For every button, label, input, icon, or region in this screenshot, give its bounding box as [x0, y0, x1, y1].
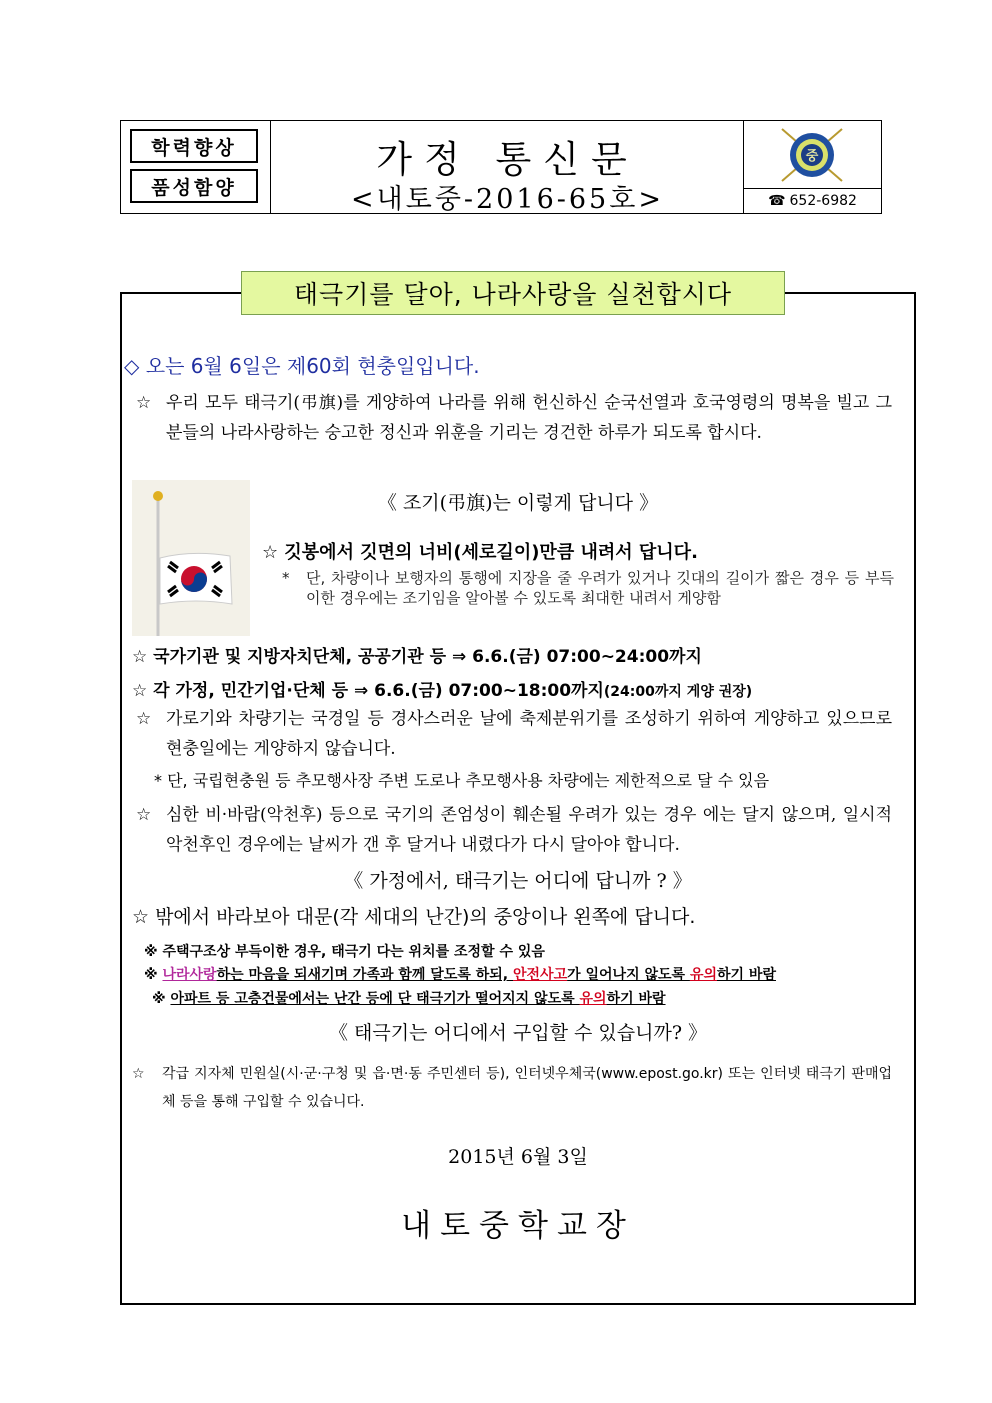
half-mast-rule: ☆ 깃봉에서 깃면의 너비(세로길이)만큼 내려서 답니다.	[262, 542, 698, 563]
warning-2-c: 안전사고	[513, 967, 568, 983]
headline-banner: 태극기를 달아, 나라사랑을 실천합시다	[241, 271, 785, 315]
star-icon: ☆	[136, 393, 152, 413]
star-icon: ☆	[136, 709, 152, 729]
schedule-item-home-recommend: (24:00까지 게양 권장)	[603, 684, 753, 700]
warning-3-a: 아파트 등 고층건물에서는 난간 등에 단 태극기가 떨어지지 않도록	[170, 991, 580, 1007]
warning-3-c: 하기 바람	[606, 991, 666, 1007]
phone-number	[744, 188, 881, 213]
star-icon: ☆	[136, 805, 152, 825]
warning-2-d: 가 일어나지 않도록	[567, 967, 690, 983]
issue-date: 2015년 6월 3일	[448, 1146, 588, 1168]
schedule-item-weather	[136, 800, 892, 860]
schedule-item-street-flags-text: 가로기와 차량기는 국경일 등 경사스러운 날에 축제분위기를 조성하기 위하여 게양하고 있으므로 현충일에는 게양하지 않습니다.	[166, 709, 892, 759]
home-warning-3	[152, 988, 666, 1008]
phone-icon: ☎	[768, 193, 786, 209]
warning-3-b: 유의	[579, 991, 607, 1007]
warning-2-e: 유의	[689, 967, 717, 983]
warning-2-a: 나라사랑	[162, 967, 217, 983]
schedule-item-home	[132, 676, 752, 701]
asterisk-mark: *	[282, 569, 290, 587]
half-mast-note	[282, 568, 894, 608]
schedule-item-public: ☆ 국가기관 및 지방자치단체, 공공기관 등 ⇒ 6.6.(금) 07:00~24:00까지	[132, 647, 702, 667]
warning-2-f: 하기 바람	[717, 967, 776, 983]
intro-heading-text: 오는 6월 6일은 제60회 현충일입니다.	[145, 354, 480, 378]
title-cell	[271, 121, 744, 213]
svg-text:중: 중	[805, 149, 819, 164]
half-mast-note-text: 단, 차량이나 보행자의 통행에 지장을 줄 우려가 있거나 깃대의 길이가 짧은 경우 등 부득이한 경우에는 조기임을 알아볼 수 있도록 최대한 내려서 게양함	[306, 569, 894, 607]
intro-heading	[124, 350, 480, 379]
logo-cell	[743, 121, 881, 213]
home-item: ☆ 밖에서 바라보아 대문(각 세대의 난간)의 중앙이나 왼쪽에 답니다.	[132, 906, 696, 928]
home-heading: 《 가정에서, 태극기는 어디에 답니까 ? 》	[344, 870, 692, 892]
buy-item-text: 각급 지자체 민원실(시·군·구청 및 읍·면·동 주민센터 등), 인터넷우체국(www.epost.go.kr) 또는 인터넷 태극기 판매업체 등을 통해 구입할 수 있습니다.	[162, 1066, 892, 1110]
schedule-item-weather-text: 심한 비·바람(악천후) 등으로 국기의 존엄성이 훼손될 우려가 있는 경우 에는 달지 않으며, 일시적 악천후인 경우에는 날씨가 갠 후 달거나 내렸다가 다시 달아야 합니다.	[166, 805, 892, 855]
schedule-item-street-flags	[136, 704, 892, 764]
newsletter-header	[120, 120, 882, 214]
star-icon: ☆	[132, 1066, 145, 1082]
warning-mark: ※	[144, 967, 163, 983]
schedule-item-home-text: ☆ 각 가정, 민간기업·단체 등 ⇒ 6.6.(금) 07:00~18:00까지	[132, 681, 604, 701]
street-flags-note: * 단, 국립현충원 등 추모행사장 주변 도로나 추모행사용 차량에는 제한적으로 달 수 있음	[154, 771, 770, 790]
intro-paragraph	[136, 388, 892, 448]
home-warning-2	[144, 964, 776, 984]
home-warning-1: ※ 주택구조상 부득이한 경우, 태극기 다는 위치를 조정할 수 있음	[144, 944, 545, 960]
warning-2-b: 하는 마음을 되새기며 가족과 함께 달도록 하되,	[216, 967, 513, 983]
motto-character: 품성함양	[130, 169, 258, 203]
warning-mark: ※	[152, 991, 171, 1007]
page-title: 가정 통신문	[376, 138, 639, 181]
motto-academic: 학력향상	[130, 129, 258, 163]
phone-text: 652-6982	[789, 193, 857, 209]
school-emblem-icon	[776, 125, 848, 185]
intro-paragraph-text: 우리 모두 태극기(弔旗)를 게양하여 나라를 위해 헌신하신 순국선열과 호국영령의 명복을 빌고 그분들의 나라사랑하는 숭고한 정신과 위훈을 기리는 경건한 하루가 되도록 합시다.	[166, 393, 892, 443]
principal-signature: 내토중학교장	[401, 1208, 635, 1244]
motto-cell	[121, 121, 271, 213]
issue-number: <내토중-2016-65호>	[351, 184, 664, 215]
buy-heading: 《 태극기는 어디에서 구입할 수 있습니까? 》	[328, 1022, 708, 1044]
buy-item	[132, 1060, 892, 1116]
half-mast-heading: 《 조기(弔旗)는 이렇게 답니다 》	[377, 492, 659, 514]
diamond-icon: ◇	[124, 354, 140, 378]
